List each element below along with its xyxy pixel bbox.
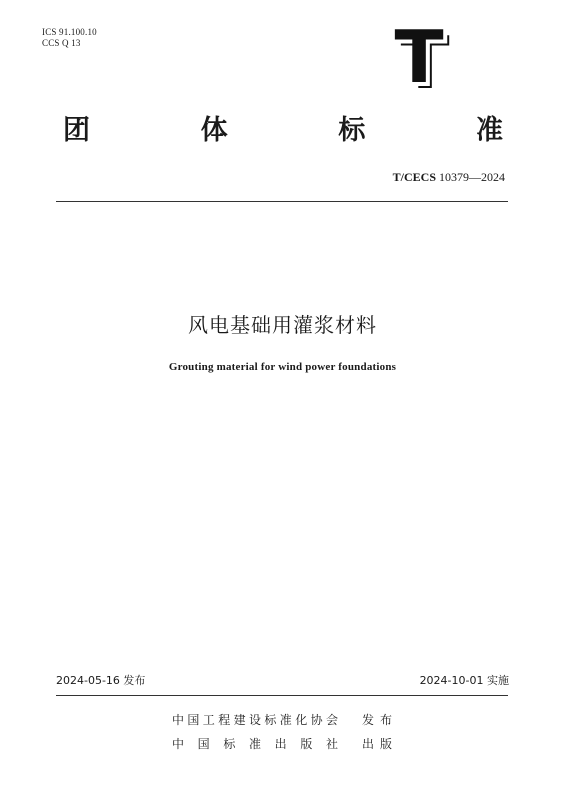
bottom-divider: [56, 695, 508, 696]
group-standard-logo: T: [394, 15, 444, 99]
publisher-block: [172, 708, 392, 756]
standard-type-char: 团: [63, 115, 90, 146]
title-chinese: 风电基础用灌浆材料: [188, 313, 377, 337]
publisher-name: 中国工程建设标准化协会: [172, 713, 338, 727]
standard-number: [393, 170, 505, 184]
standard-number-prefix: T/CECS: [392, 170, 436, 184]
standard-type-char: 标: [338, 115, 366, 146]
top-divider: [56, 201, 508, 202]
publisher-row: [172, 708, 392, 732]
issue-date: 2024-05-16 发布: [56, 674, 146, 687]
implementation-date: 2024-10-01 实施: [419, 674, 509, 687]
publisher-row: [172, 732, 392, 756]
publisher-role: 发布: [362, 713, 392, 727]
ics-code: ICS 91.100.10: [42, 27, 97, 37]
ccs-code: CCS Q 13: [42, 38, 81, 48]
title-english: Grouting material for wind power foundations: [168, 361, 397, 373]
publisher-name: 中国标准出版社: [172, 737, 338, 751]
standard-type-heading: [63, 115, 503, 147]
publisher-role: 出版: [362, 737, 392, 751]
standard-type-char: 准: [475, 115, 503, 146]
standard-number-value: 10379—2024: [439, 170, 505, 184]
classification-codes: [42, 27, 97, 49]
standard-type-char: 体: [200, 115, 228, 146]
